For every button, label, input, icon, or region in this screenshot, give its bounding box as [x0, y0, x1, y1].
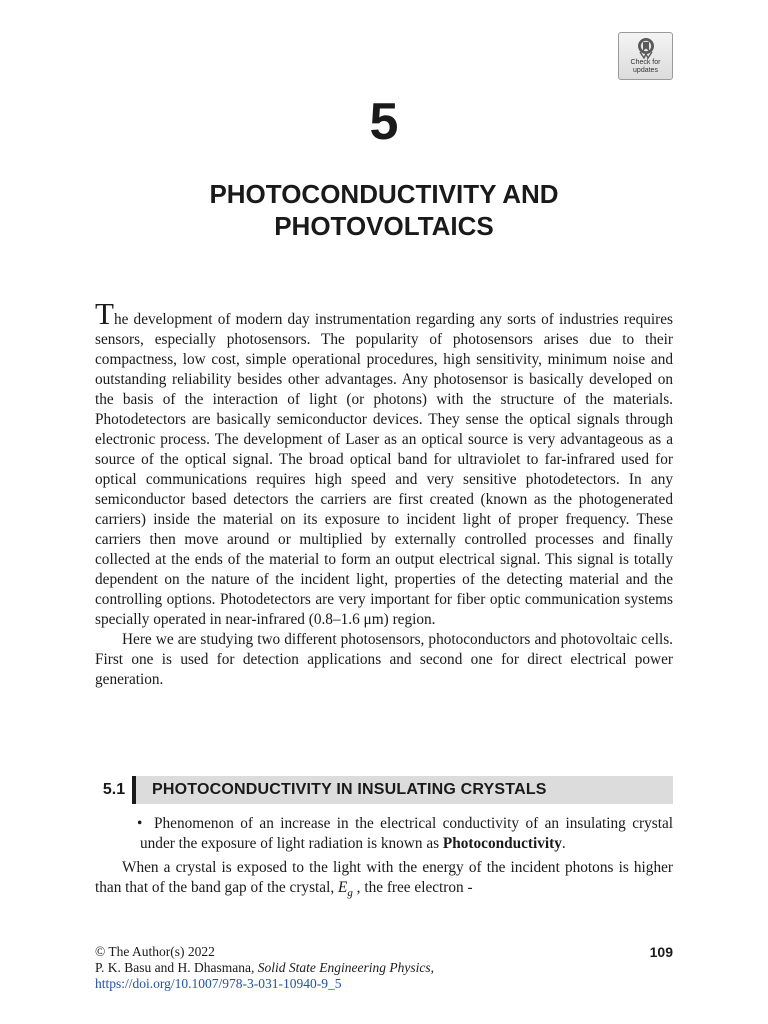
section-paragraph	[95, 858, 673, 903]
bullet-mark: •	[137, 815, 143, 832]
footer-authors: P. K. Basu and H. Dhasmana,	[95, 960, 258, 975]
footer-book-title: Solid State Engineering Physics	[257, 960, 431, 975]
drop-cap: T	[95, 296, 114, 331]
symbol-subscript: g	[347, 887, 353, 899]
footer-citation	[95, 960, 673, 976]
doi-link[interactable]: https://doi.org/10.1007/978-3-031-10940-9_5	[95, 976, 342, 991]
badge-label-line2: updates	[633, 66, 658, 74]
chapter-title	[0, 178, 768, 242]
section-paragraph-start: When a crystal is exposed to the light with the energy of the incident photons is higher than that of the band gap of the crystal,	[95, 859, 673, 896]
intro-text	[95, 296, 673, 690]
bullet-item	[95, 814, 673, 854]
section-paragraph-end: , the free electron -	[352, 879, 473, 896]
footer-copyright: © The Author(s) 2022	[95, 944, 215, 959]
bookmark-ribbon-icon	[636, 37, 656, 59]
intro-paragraph-2: Here we are studying two different photosensors, photoconductors and photovoltaic cells. First one is used for detection applications and second one for direct electrical power generation.	[95, 631, 673, 688]
chapter-title-line2: PHOTOVOLTAICS	[274, 211, 494, 241]
section-heading	[95, 776, 673, 804]
bullet-end: .	[561, 835, 566, 852]
footer-after-title: ,	[430, 960, 434, 975]
bullet-content	[140, 814, 673, 854]
check-for-updates-badge[interactable]	[618, 32, 673, 80]
intro-paragraph-1-text: he development of modern day instrumentation regarding any sorts of industries requires sensors, especially photosensors. The popularity of photosensors arises due to their compactness, low cost, simple operational procedures, high sensitivity, minimum noise and outstanding reliability besides other advantages. Any photosensor is basically developed on the basis of the interaction of light (or photons) with the structure of the materials. Photodetectors are basically semiconductor devices. They sense the optical signals through electronic process. The development of Laser as an optical source is very advantageous as a source of the optical signal. The broad optical band for ultraviolet to far-infrared used for optical communications requires high speed and very sensitive photodetectors. In any semiconductor based detectors the carriers are first created (known as the photogenerated carriers) inside the material on its exposure to incident light of proper frequency. These carriers then move around or multiplied by externally controlled processes and finally collected at the ends of the material to form an output electrical signal. This signal is totally dependent on the nature of the incident light, properties of the detecting material and the controlling options. Photodetectors are very important for fiber optic communication systems specially operated in near-infrared (0.8–1.6 μm) region.	[95, 311, 673, 628]
section-body	[95, 814, 673, 903]
chapter-number: 5	[369, 93, 399, 151]
section-divider	[132, 776, 136, 804]
page-number: 109	[649, 944, 673, 960]
chapter-title-line1: PHOTOCONDUCTIVITY AND	[209, 179, 559, 209]
intro-paragraph-1	[95, 296, 673, 630]
section-title: PHOTOCONDUCTIVITY IN INSULATING CRYSTALS	[152, 781, 547, 798]
bullet-text: Phenomenon of an increase in the electrical conductivity of an insulating crystal under the exposure of light radiation is known as	[140, 815, 673, 852]
section-number: 5.1	[95, 776, 133, 804]
footer	[95, 944, 673, 992]
bullet-term: Photoconductivity	[442, 835, 562, 852]
badge-label-line1: Check for	[630, 59, 661, 66]
symbol-base: E	[337, 879, 348, 896]
